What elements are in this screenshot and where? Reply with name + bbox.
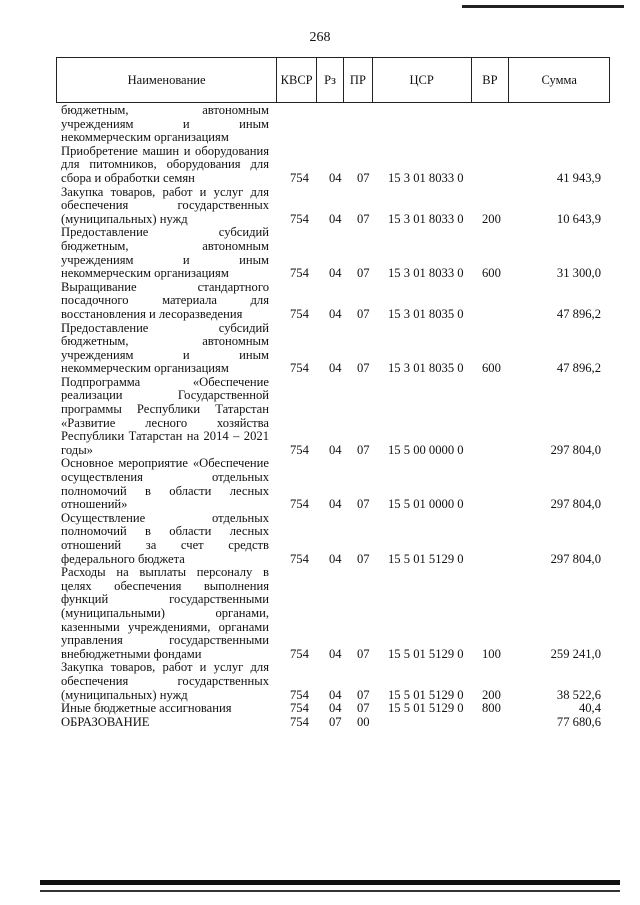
row-sum: 47 896,2	[556, 361, 601, 376]
row-name: Подпрограмма «Обеспечение реализации Государственной программы Республики Татарстан «Развитие лесного хозяйства Республики Татарстан на 2014 – 2021 годы»	[61, 374, 269, 457]
row-values	[61, 498, 606, 512]
header-name: Наименование	[127, 72, 206, 87]
row-rz: 04	[329, 361, 342, 376]
row-kvsr: 754	[290, 497, 309, 512]
row-csr: 15 5 01 5129 0	[388, 701, 464, 716]
row-pr: 07	[357, 497, 370, 512]
table-row	[61, 104, 606, 145]
header-sum: Сумма	[508, 58, 609, 102]
row-values	[61, 688, 606, 702]
row-rz: 07	[329, 714, 342, 729]
row-name: Осуществление отдельных полномочий в области лесных отношений за счет средств федерального бюджета	[61, 510, 269, 566]
row-name: Приобретение машин и оборудования для питомников, оборудования для сбора и обработки семян	[61, 143, 269, 185]
row-pr: 07	[357, 701, 370, 716]
row-rz: 04	[329, 497, 342, 512]
row-rz: 04	[329, 551, 342, 566]
row-kvsr: 754	[290, 442, 309, 457]
row-csr: 15 3 01 8035 0	[388, 361, 464, 376]
row-values	[61, 702, 606, 716]
row-name: бюджетным, автономным учреждениям и иным некоммерческим организациям	[61, 103, 269, 145]
row-kvsr: 754	[290, 361, 309, 376]
row-pr: 07	[357, 687, 370, 702]
row-kvsr: 754	[290, 266, 309, 281]
row-sum: 297 804,0	[550, 551, 601, 566]
row-name: ОБРАЗОВАНИЕ	[61, 714, 150, 729]
table-row	[61, 566, 606, 661]
row-kvsr: 754	[290, 306, 309, 321]
row-csr: 15 3 01 8035 0	[388, 306, 464, 321]
row-csr: 15 3 01 8033 0	[388, 170, 464, 185]
row-kvsr: 754	[290, 701, 309, 716]
table-row	[61, 186, 606, 227]
page-number: 268	[309, 30, 331, 45]
row-rz: 04	[329, 687, 342, 702]
row-values	[61, 715, 606, 729]
row-name: Закупка товаров, работ и услуг для обеспечения государственных (муниципальных) нужд	[61, 184, 269, 226]
row-csr: 15 5 01 5129 0	[388, 646, 464, 661]
row-vr: 200	[482, 211, 501, 226]
row-sum: 47 896,2	[556, 306, 601, 321]
header-rz: Рз	[316, 58, 343, 102]
row-vr: 600	[482, 266, 501, 281]
row-sum: 10 643,9	[556, 211, 601, 226]
table-row	[61, 716, 606, 730]
row-csr: 15 3 01 8033 0	[388, 211, 464, 226]
row-name: Закупка товаров, работ и услуг для обеспечения государственных (муниципальных) нужд	[61, 660, 269, 702]
row-name: Иные бюджетные ассигнования	[61, 701, 232, 716]
row-sum: 259 241,0	[550, 646, 601, 661]
row-pr: 07	[357, 306, 370, 321]
table-row	[61, 702, 606, 716]
row-kvsr: 754	[290, 170, 309, 185]
row-pr: 07	[357, 211, 370, 226]
row-vr: 600	[482, 361, 501, 376]
row-values	[61, 172, 606, 186]
row-rz: 04	[329, 266, 342, 281]
row-pr: 07	[357, 551, 370, 566]
table-row	[61, 322, 606, 376]
bottom-scan-line	[40, 890, 620, 892]
table-row	[61, 512, 606, 566]
row-sum: 297 804,0	[550, 497, 601, 512]
row-sum: 38 522,6	[556, 687, 601, 702]
row-kvsr: 754	[290, 687, 309, 702]
row-name: Предоставление субсидий бюджетным, автономным учреждениям и иным некоммерческим организациям	[61, 320, 269, 376]
row-csr: 15 5 01 0000 0	[388, 497, 464, 512]
row-sum: 297 804,0	[550, 442, 601, 457]
table-body	[61, 104, 606, 729]
row-name: Расходы на выплаты персоналу в целях обеспечения выполнения функций государственными (муниципальными) органами, казенными учреждениями, органами управления государственными внебюджетными фондами	[61, 565, 269, 661]
table-row	[61, 376, 606, 458]
row-kvsr: 754	[290, 551, 309, 566]
row-vr: 200	[482, 687, 501, 702]
row-values	[61, 443, 606, 457]
top-scan-mark	[462, 5, 624, 8]
row-values	[61, 267, 606, 281]
row-vr: 800	[482, 701, 501, 716]
table-header	[56, 57, 610, 103]
row-values	[61, 552, 606, 566]
row-sum: 41 943,9	[556, 170, 601, 185]
table-row	[61, 145, 606, 186]
row-pr: 07	[357, 646, 370, 661]
table-row	[61, 226, 606, 280]
header-csr: ЦСР	[372, 58, 471, 102]
row-csr: 15 5 01 5129 0	[388, 551, 464, 566]
row-rz: 04	[329, 211, 342, 226]
row-csr: 15 5 00 0000 0	[388, 442, 464, 457]
row-rz: 04	[329, 701, 342, 716]
header-vr: ВР	[471, 58, 509, 102]
row-rz: 04	[329, 442, 342, 457]
row-kvsr: 754	[290, 211, 309, 226]
table-row	[61, 457, 606, 511]
table-row	[61, 281, 606, 322]
row-values	[61, 212, 606, 226]
row-values	[61, 362, 606, 376]
row-sum: 40,4	[578, 701, 601, 716]
row-rz: 04	[329, 170, 342, 185]
row-values	[61, 131, 606, 145]
row-pr: 07	[357, 361, 370, 376]
row-pr: 07	[357, 442, 370, 457]
row-pr: 07	[357, 266, 370, 281]
row-name: Выращивание стандартного посадочного материала для восстановления и лесоразведения	[61, 279, 269, 321]
row-sum: 31 300,0	[556, 266, 601, 281]
row-pr: 00	[357, 714, 370, 729]
bottom-scan-bar	[40, 880, 620, 885]
row-rz: 04	[329, 646, 342, 661]
row-name: Основное мероприятие «Обеспечение осуществления отдельных полномочий в области лесных отношений»	[61, 456, 269, 512]
row-pr: 07	[357, 170, 370, 185]
row-values	[61, 647, 606, 661]
table-row	[61, 661, 606, 702]
row-values	[61, 308, 606, 322]
row-vr: 100	[482, 646, 501, 661]
header-kvsr: КВСР	[276, 58, 316, 102]
row-rz: 04	[329, 306, 342, 321]
row-sum: 77 680,6	[556, 714, 601, 729]
header-pr: ПР	[343, 58, 372, 102]
row-kvsr: 754	[290, 646, 309, 661]
row-csr: 15 5 01 5129 0	[388, 687, 464, 702]
row-csr: 15 3 01 8033 0	[388, 266, 464, 281]
row-kvsr: 754	[290, 714, 309, 729]
row-name: Предоставление субсидий бюджетным, автономным учреждениям и иным некоммерческим организациям	[61, 225, 269, 281]
